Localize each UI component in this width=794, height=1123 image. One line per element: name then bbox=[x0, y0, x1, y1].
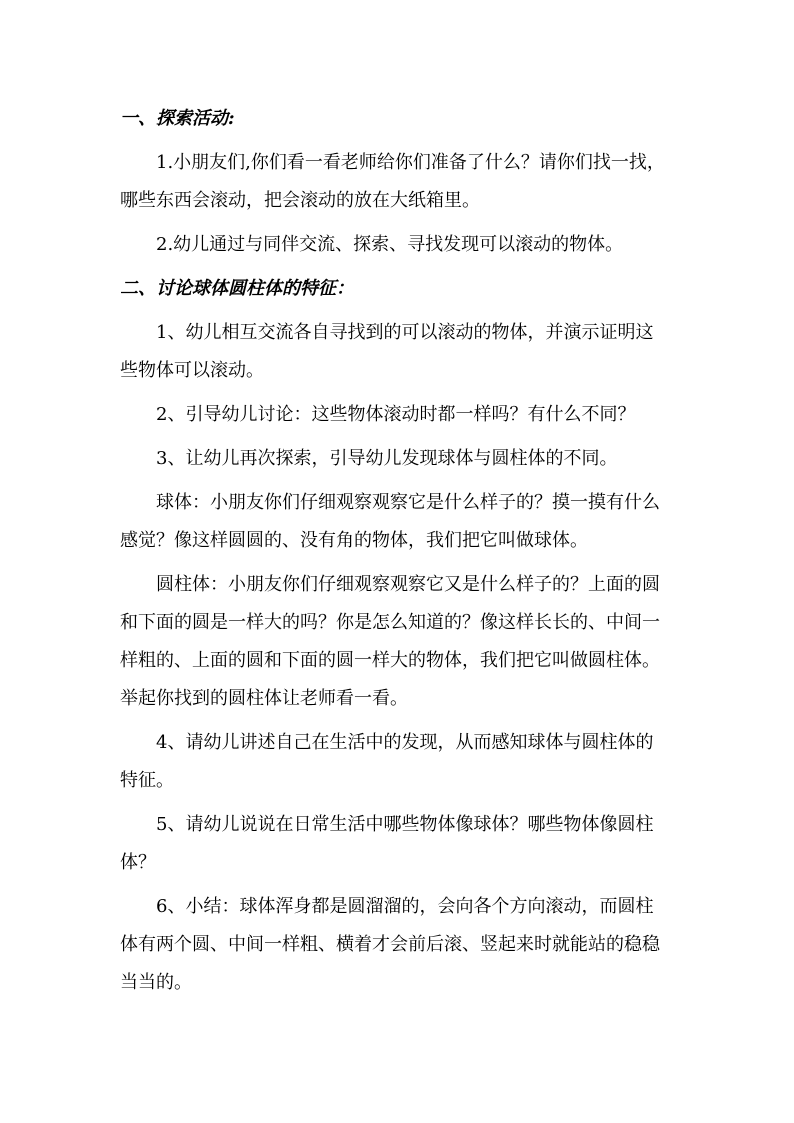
paragraph-line: 4、请幼儿讲述自己在生活中的发现，从而感知球体与圆柱体的 bbox=[156, 732, 654, 753]
paragraph-line: 2、引导幼儿讨论：这些物体滚动时都一样吗？有什么不同？ bbox=[156, 404, 636, 425]
paragraph-line: 体有两个圆、中间一样粗、横着才会前后滚、竖起来时就能站的稳稳 bbox=[120, 934, 660, 955]
paragraph bbox=[120, 396, 680, 434]
section-heading-explore: 一、探索活动: bbox=[120, 108, 235, 129]
paragraph-line: 体？ bbox=[120, 852, 156, 873]
paragraph-line: 3、让幼儿再次探索，引导幼儿发现球体与圆柱体的不同。 bbox=[156, 448, 618, 469]
paragraph-line: 和下面的圆是一样大的吗？你是怎么知道的？像这样长长的、中间一 bbox=[120, 612, 660, 633]
section-heading-discuss: 二、讨论球体圆柱体的特征： bbox=[120, 278, 354, 299]
paragraph-line: 6、小结：球体浑身都是圆溜溜的，会向各个方向滚动，而圆柱 bbox=[156, 896, 654, 917]
paragraph bbox=[120, 806, 680, 882]
paragraph-line: 2.幼儿通过与同伴交流、探索、寻找发现可以滚动的物体。 bbox=[156, 234, 624, 255]
paragraph-line: 哪些东西会滚动，把会滚动的放在大纸箱里。 bbox=[120, 190, 480, 211]
paragraph-line: 感觉？像这样圆圆的、没有角的物体，我们把它叫做球体。 bbox=[120, 530, 588, 551]
document-body bbox=[120, 100, 680, 1008]
paragraph-line: 当当的。 bbox=[120, 972, 192, 993]
paragraph-line: 5、请幼儿说说在日常生活中哪些物体像球体？哪些物体像圆柱 bbox=[156, 814, 654, 835]
paragraph bbox=[120, 144, 680, 220]
paragraph-line: 特征。 bbox=[120, 770, 174, 791]
paragraph bbox=[120, 484, 680, 560]
paragraph bbox=[120, 314, 680, 390]
paragraph-line: 些物体可以滚动。 bbox=[120, 360, 264, 381]
paragraph-line: 举起你找到的圆柱体让老师看一看。 bbox=[120, 688, 408, 709]
paragraph bbox=[120, 440, 680, 478]
paragraph bbox=[120, 566, 680, 718]
paragraph-line: 圆柱体：小朋友你们仔细观察观察它又是什么样子的？上面的圆 bbox=[156, 574, 660, 595]
paragraph-line: 1、幼儿相互交流各自寻找到的可以滚动的物体，并演示证明这 bbox=[156, 322, 654, 343]
paragraph bbox=[120, 226, 680, 264]
paragraph bbox=[120, 888, 680, 1002]
paragraph bbox=[120, 724, 680, 800]
paragraph-line: 样粗的、上面的圆和下面的圆一样大的物体，我们把它叫做圆柱体。 bbox=[120, 650, 660, 671]
paragraph-line: 球体：小朋友你们仔细观察观察它是什么样子的？摸一摸有什么 bbox=[156, 492, 660, 513]
paragraph-line: 1.小朋友们,你们看一看老师给你们准备了什么？请你们找一找， bbox=[156, 152, 665, 173]
